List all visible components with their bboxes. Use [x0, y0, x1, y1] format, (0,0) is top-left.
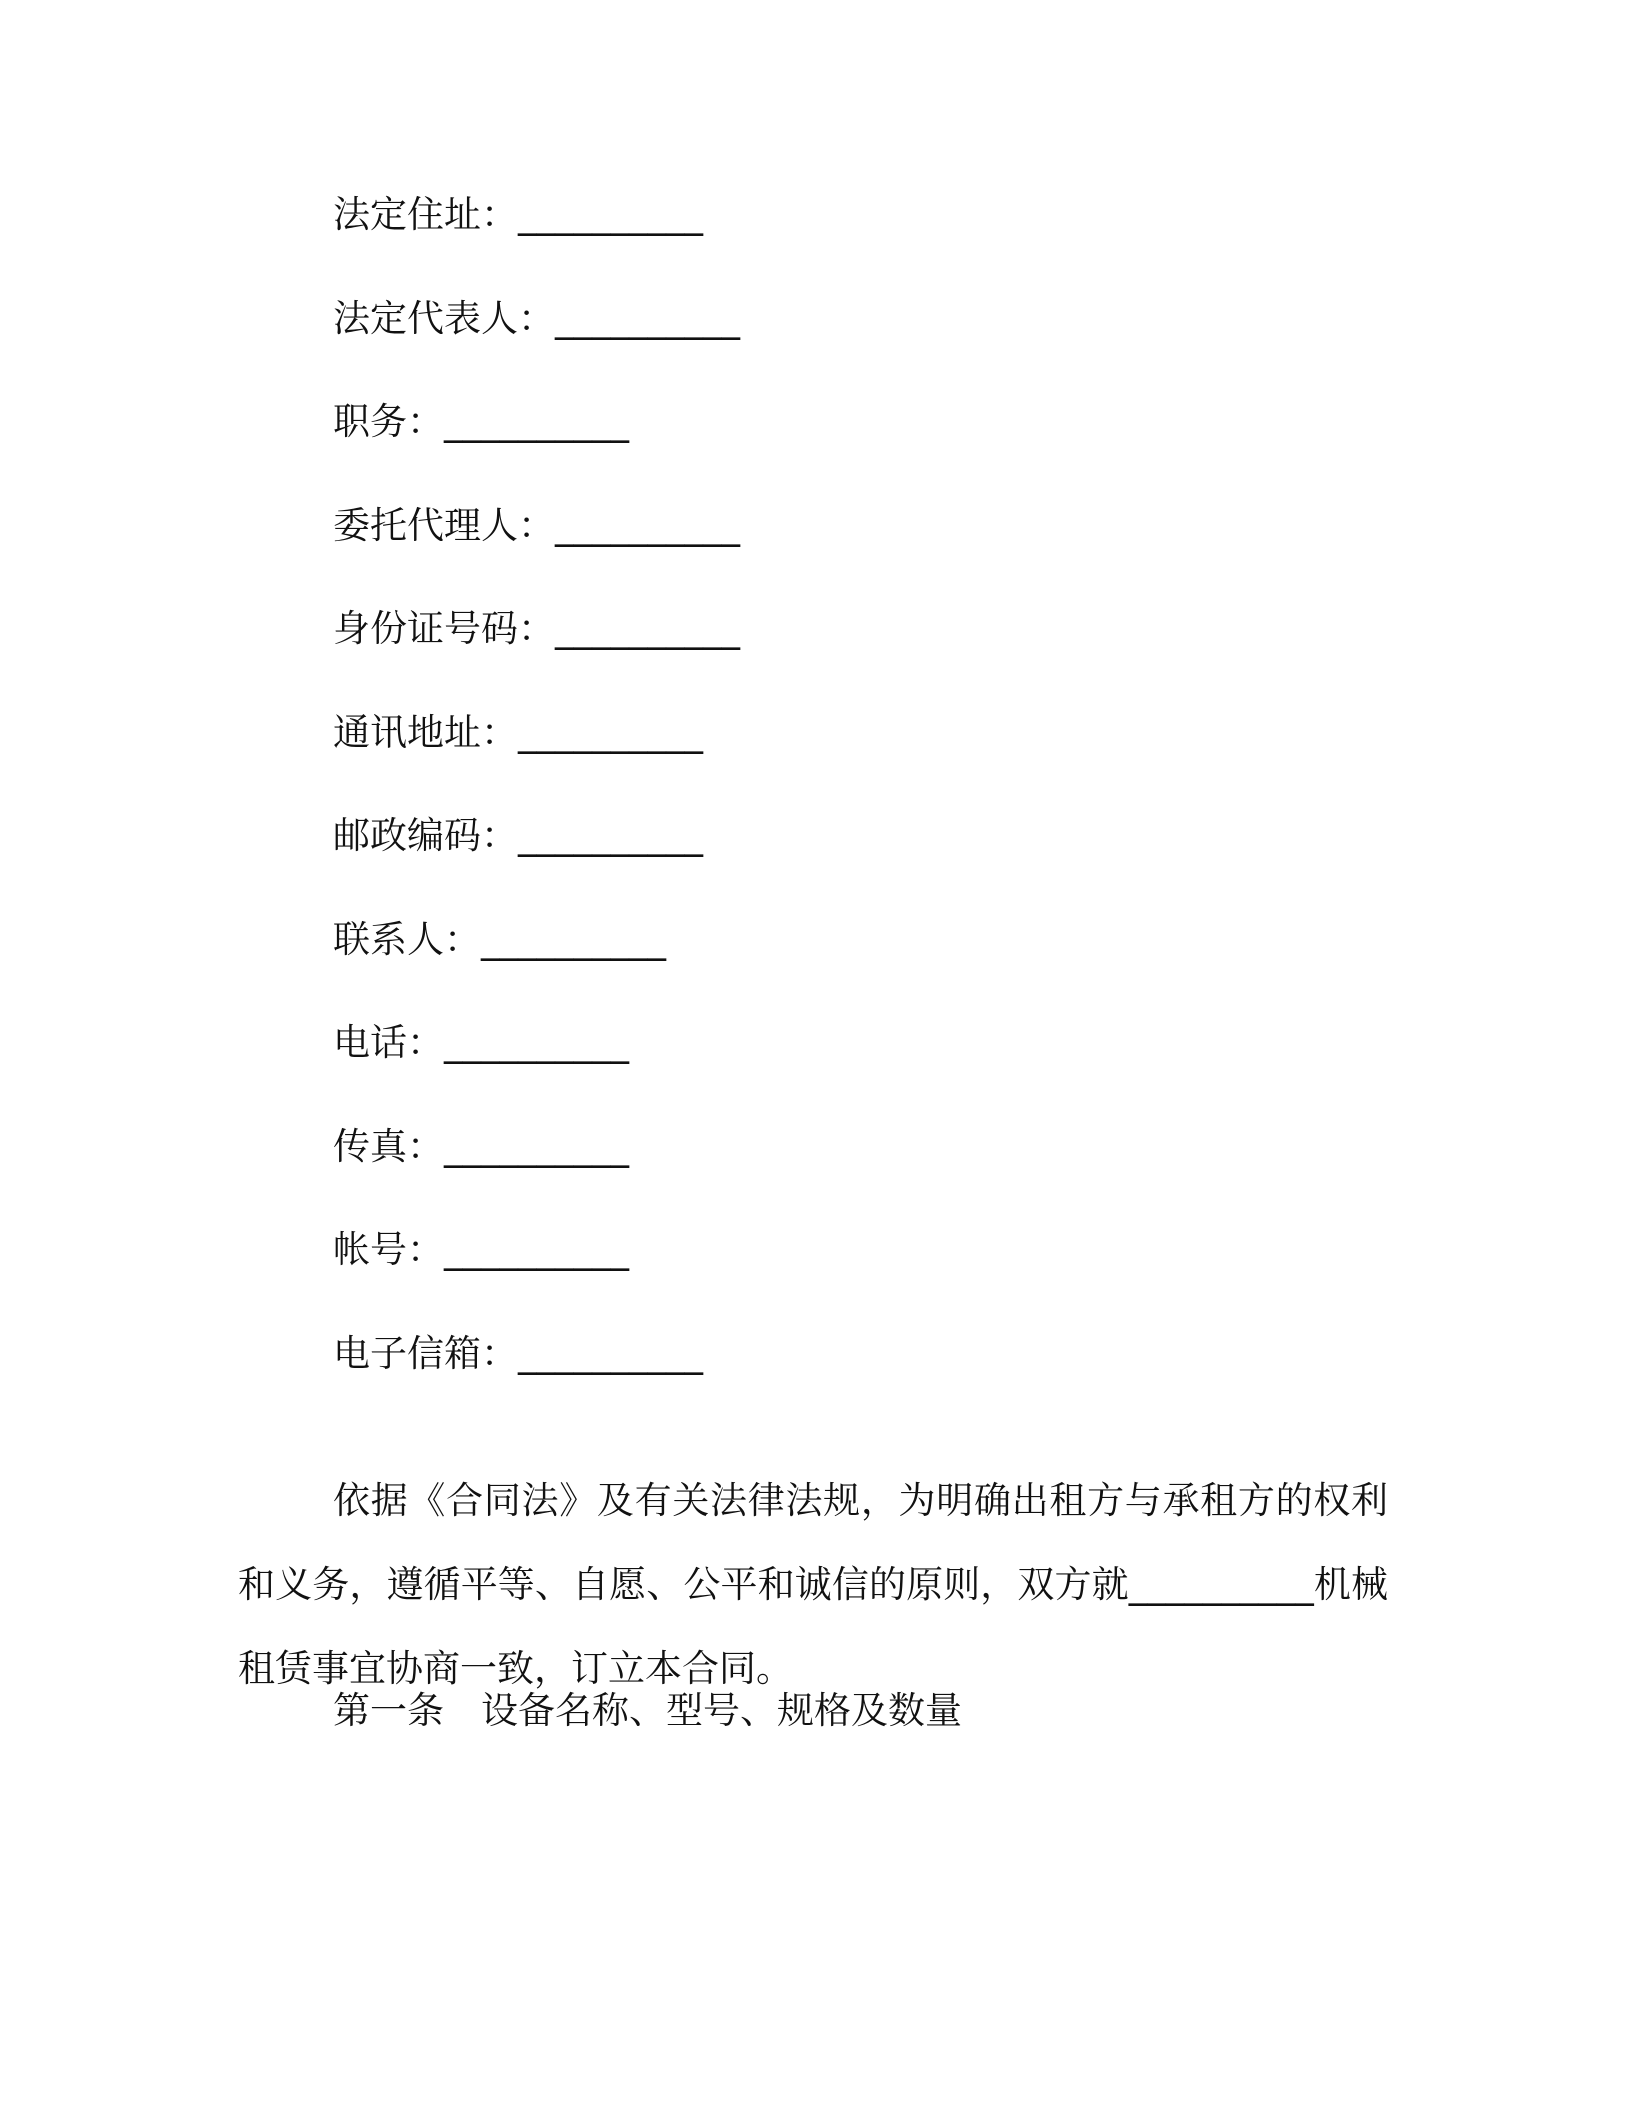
party-info-fields — [333, 190, 1433, 1432]
field-mailing-address: 通讯地址：__________ — [333, 710, 703, 754]
field-legal-address: 法定住址：__________ — [333, 193, 703, 236]
field-position: 职务：__________ — [333, 400, 629, 443]
field-postal-code: 邮政编码：__________ — [333, 814, 703, 857]
field-email: 电子信箱：__________ — [333, 1331, 703, 1375]
field-contact-person: 联系人：__________ — [333, 917, 666, 961]
field-fax: 传真：__________ — [333, 1124, 629, 1168]
field-account-number: 帐号：__________ — [333, 1228, 629, 1271]
field-legal-representative: 法定代表人：__________ — [333, 296, 740, 340]
field-id-number: 身份证号码：__________ — [333, 607, 740, 650]
article-one-heading: 第一条 设备名称、型号、规格及数量 — [333, 1689, 962, 1732]
field-authorized-agent: 委托代理人：__________ — [333, 503, 740, 547]
field-phone: 电话：__________ — [333, 1021, 629, 1064]
contract-preamble-paragraph: 依据《合同法》及有关法律法规，为明确出租方与承租方的权利和义务，遵循平等、自愿、公平和诚信的原则，双方就__________机械租赁事宜协商一致，订立本合同。 — [238, 1479, 1388, 1690]
